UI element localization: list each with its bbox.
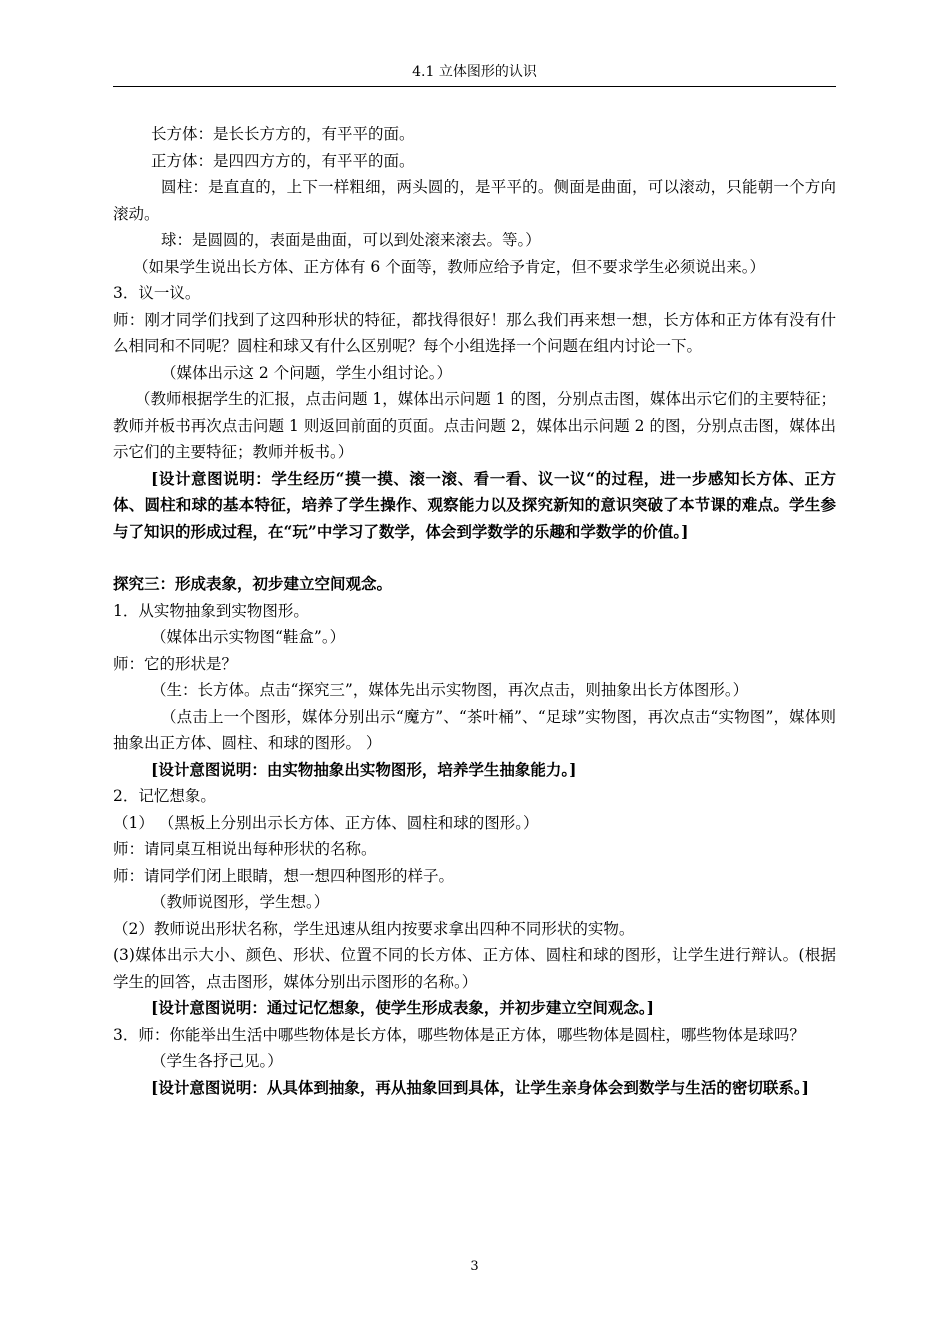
header-rule xyxy=(113,86,836,87)
paragraph: 球：是圆圆的，表面是曲面，可以到处滚来滚去。等。） xyxy=(161,231,541,249)
design-note: [设计意图说明：由实物抽象出实物图形，培养学生抽象能力。] xyxy=(151,759,577,779)
paragraph: （教师根据学生的汇报，点击问题 1，媒体出示问题 1 的图，分别点击图，媒体出示它们的主要特征；教师并板书再次点击问题 1 则返回前面的页面。点击问题 2，媒体出示问题 2 的图，分别点击图，媒体出示它们的主要特征；教师并板书。） xyxy=(113,390,837,461)
paragraph: （如果学生说出长方体、正方体有 6 个面等，教师应给予肯定，但不要求学生必须说出来。） xyxy=(133,257,765,276)
paragraph: （学生各抒己见。） xyxy=(151,1052,283,1070)
paragraph: （教师说图形，学生想。） xyxy=(151,893,330,911)
paragraph: (3)媒体出示大小、颜色、形状、位置不同的长方体、正方体、圆柱和球的图形，让学生进行辩认。(根据学生的回答，点击图形，媒体分别出示图形的名称。） xyxy=(113,946,836,991)
page-header: 4.1 立体图形的认识 xyxy=(412,64,537,80)
paragraph: （1） （黑板上分别出示长方体、正方体、圆柱和球的图形。） xyxy=(113,813,539,832)
paragraph: （2）教师说出形状名称，学生迅速从组内按要求拿出四种不同形状的实物。 xyxy=(113,919,635,938)
paragraph: 师：请同学们闭上眼睛，想一想四种图形的样子。 xyxy=(113,866,455,885)
blank-line xyxy=(113,545,836,571)
paragraph: 师：请同桌互相说出每种形状的名称。 xyxy=(113,840,377,858)
subsection-heading: 2．记忆想象。 xyxy=(113,787,216,805)
paragraph: （媒体出示实物图“鞋盒”。） xyxy=(151,628,346,646)
paragraph: 正方体：是四四方方的，有平平的面。 xyxy=(151,151,415,170)
design-note: [设计意图说明：通过记忆想象，使学生形成表象，并初步建立空间观念。] xyxy=(151,998,654,1017)
section-heading: 3．议一议。 xyxy=(113,284,201,302)
paragraph: 师：它的形状是？ xyxy=(113,654,238,673)
paragraph: 师：刚才同学们找到了这四种形状的特征，都找得很好！那么我们再来想一想，长方体和正方体有没有什么相同和不同呢？圆柱和球又有什么区别呢？每个小组选择一个问题在组内讨论一下。 xyxy=(113,310,836,355)
paragraph: 长方体：是长长方方的，有平平的面。 xyxy=(151,125,415,143)
design-note: [设计意图说明：学生经历“摸一摸、滚一滚、看一看、议一议“的过程，进一步感知长方体、正方体、圆柱和球的基本特征，培养了学生操作、观察能力以及探究新知的意识突破了本节课的难点。学生参与了知识的形成过程，在“玩”中学习了数学，体会到学数学的乐趣和学数学的价值。] xyxy=(113,468,836,541)
paragraph: （生：长方体。点击“探究三”，媒体先出示实物图，再次点击，则抽象出长方体图形。） xyxy=(151,681,749,699)
design-note: [设计意图说明：从具体到抽象，再从抽象回到具体，让学生亲身体会到数学与生活的密切联系。] xyxy=(151,1077,809,1097)
subsection-heading: 1．从实物抽象到实物图形。 xyxy=(113,601,309,620)
paragraph: （点击上一个图形，媒体分别出示“魔方”、“茶叶桶”、“足球”实物图，再次点击“实物图”，媒体则抽象出正方体、圆柱、和球的图形。 ） xyxy=(113,707,836,752)
section-heading: 探究三：形成表象，初步建立空间观念。 xyxy=(113,574,393,593)
page-number: 3 xyxy=(470,1259,479,1274)
subsection-heading: 3．师：你能举出生活中哪些物体是长方体，哪些物体是正方体，哪些物体是圆柱，哪些物体是球吗？ xyxy=(113,1025,805,1044)
document-body xyxy=(113,121,836,1101)
paragraph: （媒体出示这 2 个问题，学生小组讨论。） xyxy=(161,363,452,382)
paragraph: 圆柱：是直直的，上下一样粗细，两头圆的，是平平的。侧面是曲面，可以滚动，只能朝一个方向滚动。 xyxy=(113,178,836,223)
